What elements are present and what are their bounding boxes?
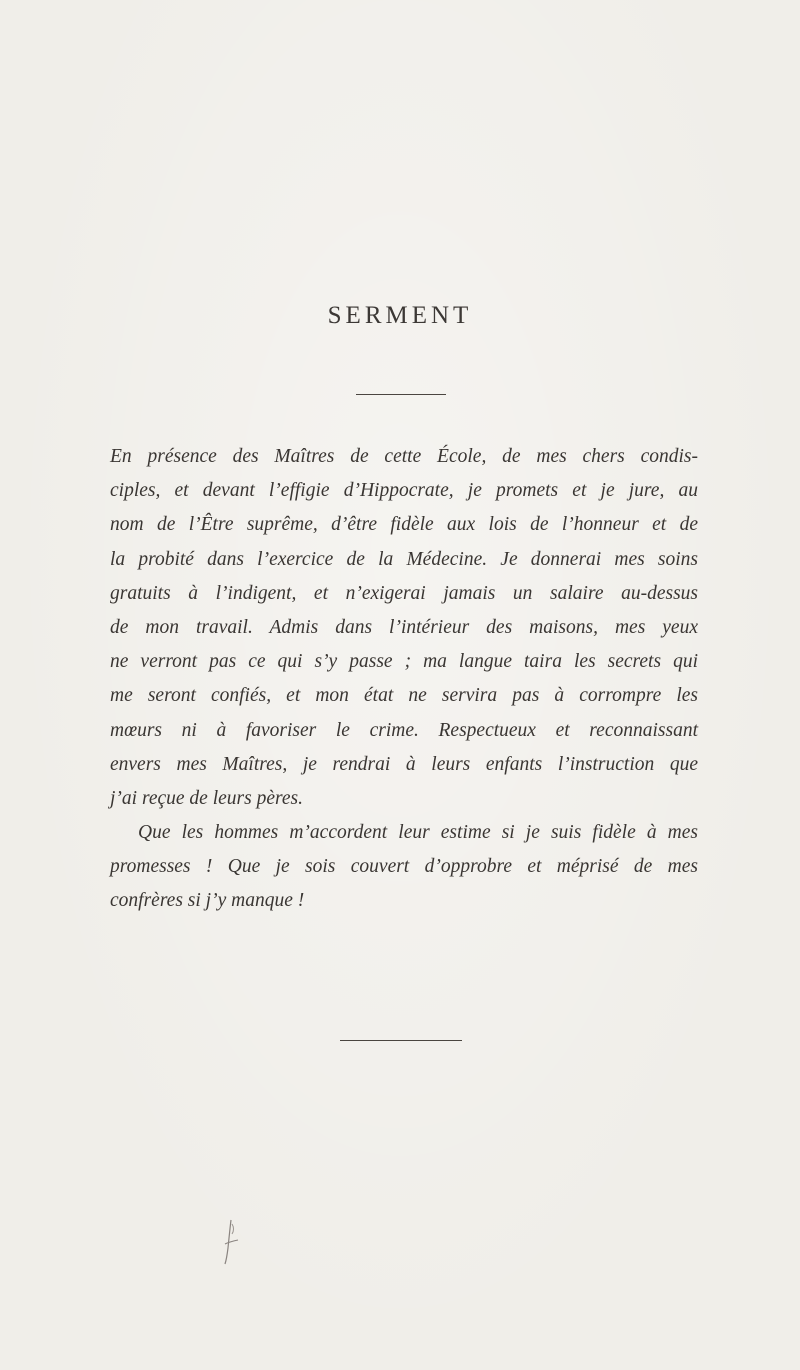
text-line: En présence des Maîtres de cette École, de mes chers condis-: [110, 446, 698, 467]
text-line: j’ai reçue de leurs pères.: [110, 787, 303, 809]
oath-text: [110, 440, 698, 919]
text-line: nom de l’Être suprême, d’être fidèle aux lois de l’honneur et de: [110, 514, 698, 536]
text-line: de mon travail. Admis dans l’intérieur des maisons, mes yeux: [110, 616, 698, 638]
document-title: SERMENT: [327, 302, 473, 329]
handwritten-mark-icon: [222, 1218, 242, 1266]
text-line: promesses ! Que je sois couvert d’opprobre et méprisé de mes: [110, 856, 698, 878]
closing-divider: [340, 1040, 462, 1041]
text-line: ne verront pas ce qui s’y passe ; ma langue taira les secrets qui: [110, 651, 698, 673]
text-line: la probité dans l’exercice de la Médecine. Je donnerai mes soins: [110, 548, 698, 570]
text-line: me seront confiés, et mon état ne servira pas à corrompre les: [110, 685, 698, 707]
text-line: confrères si j’y manque !: [110, 890, 305, 912]
text-line: gratuits à l’indigent, et n’exigerai jamais un salaire au-dessus: [110, 582, 698, 604]
title-divider: [356, 394, 446, 395]
text-line: ciples, et devant l’effigie d’Hippocrate, je promets et je jure, au: [110, 480, 698, 502]
text-line: mœurs ni à favoriser le crime. Respectueux et reconnaissant: [110, 719, 698, 741]
text-line: Que les hommes m’accordent leur estime si je suis fidèle à mes: [138, 822, 698, 844]
text-line: envers mes Maîtres, je rendrai à leurs enfants l’instruction que: [110, 753, 698, 775]
